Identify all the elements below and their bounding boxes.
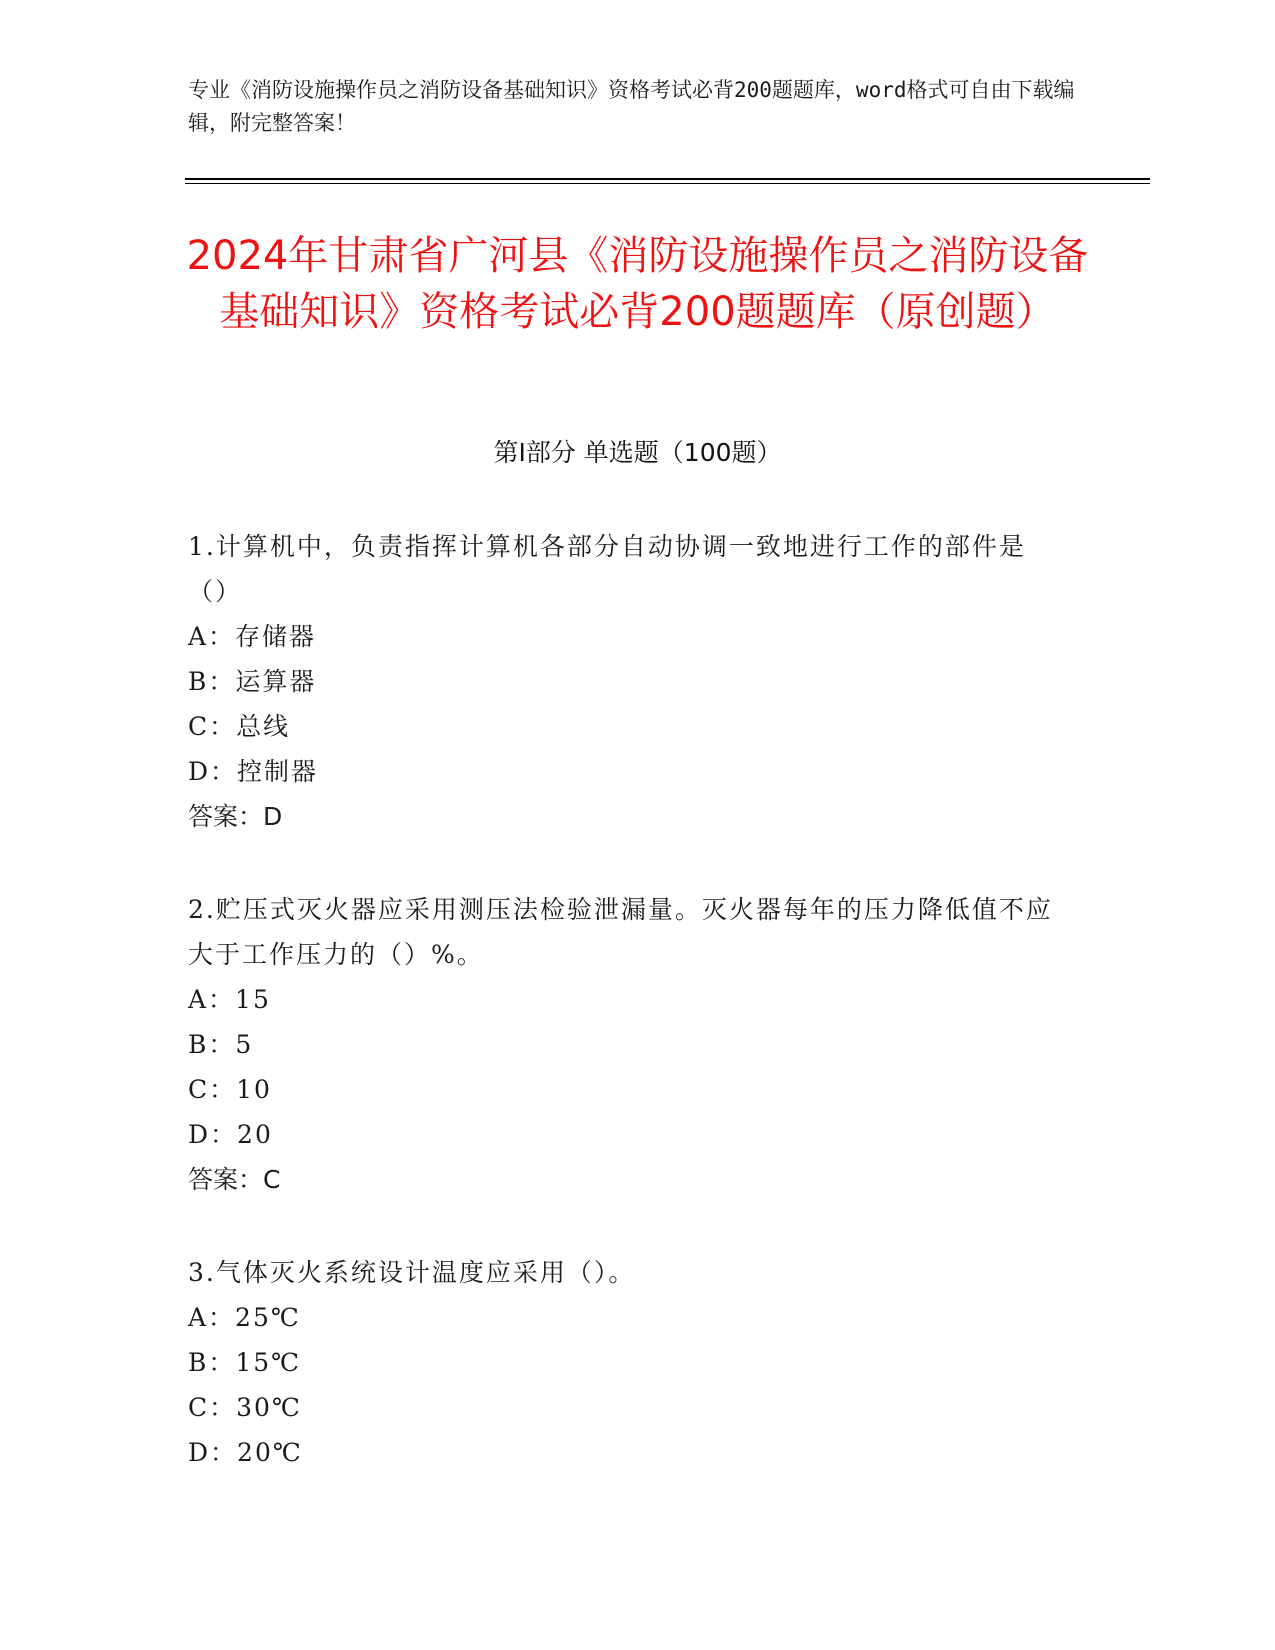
question-text: 2.贮压式灭火器应采用测压法检验泄漏量。灭火器每年的压力降低值不应大于工作压力的（）%。: [188, 895, 1053, 969]
header-rule-thick: [185, 178, 1150, 180]
option-c: C：10: [188, 1075, 272, 1104]
question-block: [188, 887, 1058, 1202]
question-block: [188, 1250, 1058, 1475]
option-a: A：25℃: [188, 1303, 301, 1332]
question-text: 3.气体灭火系统设计温度应采用（）。: [188, 1258, 636, 1287]
option-b: B：运算器: [188, 667, 317, 696]
document-title: 2024年甘肃省广河县《消防设施操作员之消防设备基础知识》资格考试必背200题题库（原创题）: [186, 233, 1089, 335]
option-a: A：15: [188, 985, 271, 1014]
question-block: [188, 524, 1058, 839]
header-note: 专业《消防设施操作员之消防设备基础知识》资格考试必背200题题库，word格式可自由下载编辑，附完整答案！: [188, 78, 1075, 135]
answer: 答案：D: [188, 802, 283, 831]
option-c: C：总线: [188, 712, 291, 741]
option-b: B：5: [188, 1030, 254, 1059]
option-a: A：存储器: [188, 622, 317, 651]
answer: 答案：C: [188, 1165, 281, 1194]
section-heading: 第I部分 单选题（100题）: [493, 438, 782, 467]
question-text: 1.计算机中，负责指挥计算机各部分自动协调一致地进行工作的部件是（）: [188, 532, 1026, 606]
option-d: D：20: [188, 1120, 273, 1149]
option-d: D：20℃: [188, 1438, 303, 1467]
option-c: C：30℃: [188, 1393, 302, 1422]
header-rule-thin: [185, 183, 1150, 184]
option-b: B：15℃: [188, 1348, 302, 1377]
option-d: D：控制器: [188, 757, 319, 786]
